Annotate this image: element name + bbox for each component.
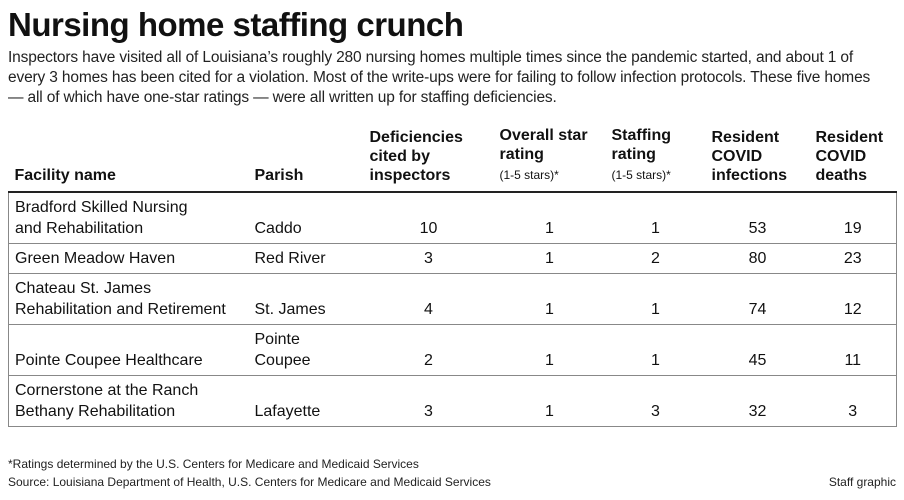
overall-cell: 1 xyxy=(494,244,606,274)
column-header-note: (1-5 stars)* xyxy=(499,168,559,182)
deficiencies-cell: 3 xyxy=(364,376,494,427)
deficiencies-cell: 4 xyxy=(364,274,494,325)
deaths-cell: 3 xyxy=(810,376,897,427)
deficiencies-cell: 3 xyxy=(364,244,494,274)
overall-cell: 1 xyxy=(494,274,606,325)
facility-name-cell xyxy=(9,274,249,325)
facility-name-cell xyxy=(9,192,249,244)
footnote-block xyxy=(8,455,491,491)
infections-cell: 45 xyxy=(706,325,810,376)
facility-name-line: and Rehabilitation xyxy=(15,220,144,237)
table-header-row xyxy=(9,126,897,192)
deficiencies-cell: 2 xyxy=(364,325,494,376)
column-header xyxy=(249,126,364,192)
subtitle: Inspectors have visited all of Louisiana’s roughly 280 nursing homes multiple times since the pandemic started, and about 1 of every 3 homes has been cited for a violation. Most of the write-ups were for failing to follow infection protocols. These five homes — all of which have one-star ratings — were all written up for staffing deficiencies. xyxy=(8,49,871,106)
table-row xyxy=(9,274,897,325)
facility-name-cell xyxy=(9,376,249,427)
column-header-label: Staffing rating xyxy=(611,127,672,163)
column-header-label: Deficiencies cited by inspectors xyxy=(369,129,463,184)
facility-name-line: Rehabilitation and Retirement xyxy=(15,301,226,318)
staffing-cell: 1 xyxy=(606,274,706,325)
facility-name-cell xyxy=(9,244,249,274)
column-header xyxy=(494,126,606,192)
facility-name-line: Bethany Rehabilitation xyxy=(15,403,176,420)
staffing-cell: 3 xyxy=(606,376,706,427)
parish-cell: St. James xyxy=(249,274,364,325)
column-header-label: Parish xyxy=(254,167,304,184)
column-header-label: Resident COVID deaths xyxy=(815,129,884,184)
overall-cell: 1 xyxy=(494,325,606,376)
column-header-label: Resident COVID infections xyxy=(711,129,788,184)
parish-cell: Pointe Coupee xyxy=(249,325,364,376)
table-body xyxy=(9,192,897,427)
parish-cell: Caddo xyxy=(249,192,364,244)
overall-cell: 1 xyxy=(494,192,606,244)
column-header xyxy=(706,126,810,192)
column-header xyxy=(364,126,494,192)
table-row xyxy=(9,325,897,376)
facility-name-line: Pointe Coupee Healthcare xyxy=(15,352,203,369)
overall-cell: 1 xyxy=(494,376,606,427)
deficiencies-cell: 10 xyxy=(364,192,494,244)
parish-cell: Lafayette xyxy=(249,376,364,427)
infections-cell: 32 xyxy=(706,376,810,427)
data-table xyxy=(8,126,897,427)
column-header-note: (1-5 stars)* xyxy=(611,168,671,182)
deaths-cell: 11 xyxy=(810,325,897,376)
facility-name-cell xyxy=(9,325,249,376)
source-line: Source: Louisiana Department of Health, U.S. Centers for Medicare and Medicaid Services xyxy=(8,475,491,489)
table-row xyxy=(9,376,897,427)
deaths-cell: 12 xyxy=(810,274,897,325)
column-header xyxy=(810,126,897,192)
table-row xyxy=(9,192,897,244)
facility-name-line: Chateau St. James xyxy=(15,280,152,297)
page-title: Nursing home staffing crunch xyxy=(8,6,464,43)
graphic xyxy=(8,0,896,489)
column-header xyxy=(606,126,706,192)
credit: Staff graphic xyxy=(828,475,896,489)
infections-cell: 53 xyxy=(706,192,810,244)
staffing-cell: 1 xyxy=(606,325,706,376)
staffing-cell: 2 xyxy=(606,244,706,274)
infections-cell: 80 xyxy=(706,244,810,274)
deaths-cell: 19 xyxy=(810,192,897,244)
footnote: *Ratings determined by the U.S. Centers for Medicare and Medicaid Services xyxy=(8,457,419,471)
facility-name-line: Bradford Skilled Nursing xyxy=(15,199,188,216)
column-header-label: Overall star rating xyxy=(499,127,588,163)
facility-name-line: Cornerstone at the Ranch xyxy=(15,382,199,399)
column-header-label: Facility name xyxy=(14,167,116,184)
infections-cell: 74 xyxy=(706,274,810,325)
column-header xyxy=(9,126,249,192)
parish-cell: Red River xyxy=(249,244,364,274)
table-row xyxy=(9,244,897,274)
staffing-cell: 1 xyxy=(606,192,706,244)
deaths-cell: 23 xyxy=(810,244,897,274)
facility-name-line: Green Meadow Haven xyxy=(15,250,176,267)
